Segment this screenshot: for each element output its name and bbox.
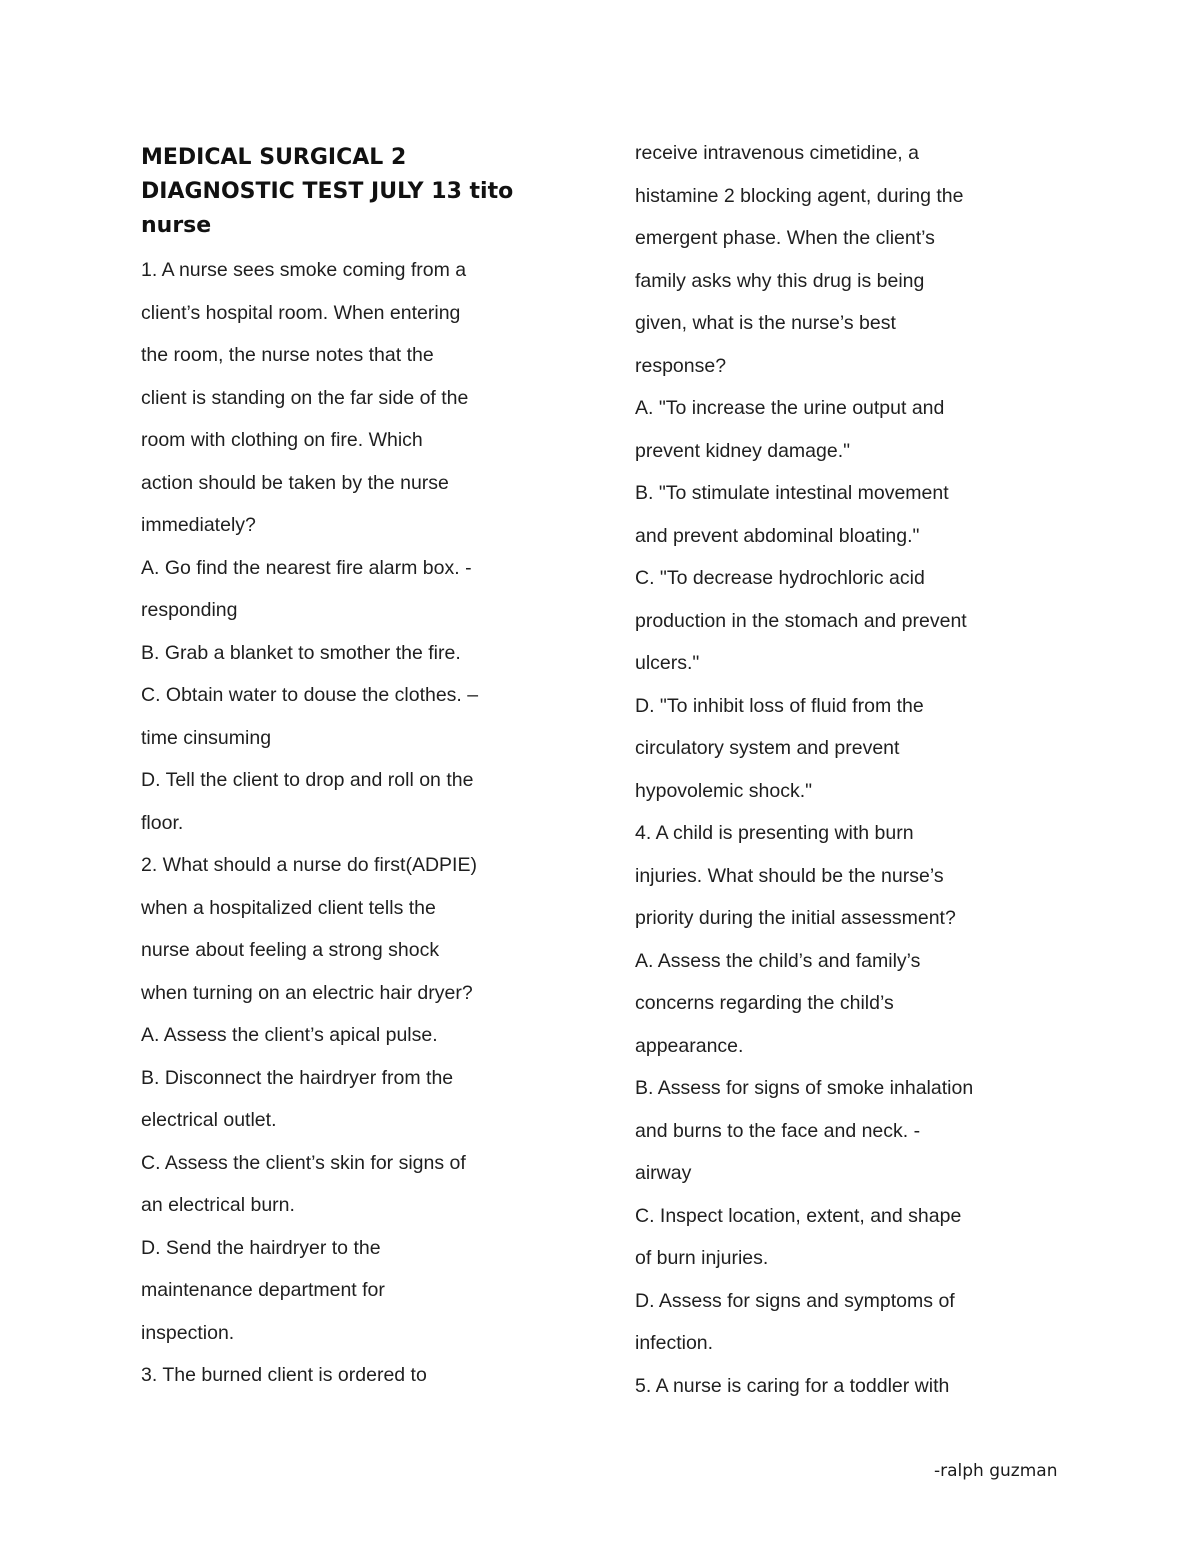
text-line: 2. What should a nurse do first(ADPIE) <box>141 854 477 876</box>
title-line-1: MEDICAL SURGICAL 2 <box>141 145 407 170</box>
text-line: action should be taken by the nurse <box>141 471 449 494</box>
text-line: A. "To increase the urine output and <box>635 397 945 419</box>
text-line: nurse about feeling a strong shock <box>141 939 440 961</box>
text-line: B. Disconnect the hairdryer from the <box>141 1066 454 1089</box>
text-line: response? <box>635 354 727 377</box>
text-line: C. Inspect location, extent, and shape <box>635 1204 962 1227</box>
text-line: inspection. <box>141 1321 235 1344</box>
document-title <box>141 141 561 243</box>
text-line: electrical outlet. <box>141 1109 277 1131</box>
text-line: A. Go find the nearest fire alarm box. - <box>141 556 472 579</box>
text-line: ulcers." <box>635 652 700 674</box>
text-line: the room, the nurse notes that the <box>141 344 434 366</box>
text-line: C. Assess the client’s skin for signs of <box>141 1151 466 1174</box>
text-line: when turning on an electric hair dryer? <box>141 981 473 1004</box>
text-line: prevent kidney damage." <box>635 439 851 462</box>
footer-author: -ralph guzman <box>934 1461 1058 1481</box>
text-line: A. Assess the client’s apical pulse. <box>141 1024 438 1046</box>
text-line: D. Tell the client to drop and roll on the <box>141 769 474 791</box>
text-line: B. "To stimulate intestinal movement <box>635 482 949 504</box>
text-line: immediately? <box>141 514 256 536</box>
text-line: responding <box>141 599 238 621</box>
text-line: floor. <box>141 811 184 834</box>
text-line: circulatory system and prevent <box>635 737 900 759</box>
text-line: given, what is the nurse’s best <box>635 312 896 334</box>
text-line: time cinsuming <box>141 726 272 749</box>
text-line: receive intravenous cimetidine, a <box>635 142 919 164</box>
text-line: airway <box>635 1162 692 1184</box>
text-line: maintenance department for <box>141 1279 385 1301</box>
text-line: D. "To inhibit loss of fluid from the <box>635 694 924 717</box>
text-line: infection. <box>635 1332 714 1354</box>
text-line: 5. A nurse is caring for a toddler with <box>635 1374 950 1397</box>
title-line-2: DIAGNOSTIC TEST JULY 13 tito <box>141 179 514 204</box>
text-line: priority during the initial assessment? <box>635 907 956 929</box>
text-line: B. Assess for signs of smoke inhalation <box>635 1077 974 1099</box>
title-line-3: nurse <box>141 213 212 238</box>
text-line: family asks why this drug is being <box>635 269 925 292</box>
text-line: B. Grab a blanket to smother the fire. <box>141 641 461 664</box>
text-line: an electrical burn. <box>141 1194 295 1216</box>
text-line: D. Send the hairdryer to the <box>141 1236 381 1259</box>
text-line: appearance. <box>635 1034 744 1057</box>
text-line: 4. A child is presenting with burn <box>635 822 914 844</box>
text-line: production in the stomach and prevent <box>635 609 967 632</box>
text-line: A. Assess the child’s and family’s <box>635 949 921 972</box>
text-line: emergent phase. When the client’s <box>635 227 935 249</box>
text-line: of burn injuries. <box>635 1247 769 1269</box>
text-line: client is standing on the far side of the <box>141 386 469 409</box>
text-line: 1. A nurse sees smoke coming from a <box>141 259 467 281</box>
text-line: and prevent abdominal bloating." <box>635 524 920 547</box>
text-line: injuries. What should be the nurse’s <box>635 864 944 887</box>
text-line: C. "To decrease hydrochloric acid <box>635 567 925 589</box>
left-column <box>141 249 561 1397</box>
text-line: client’s hospital room. When entering <box>141 301 461 324</box>
text-line: histamine 2 blocking agent, during the <box>635 184 964 207</box>
text-line: concerns regarding the child’s <box>635 992 894 1014</box>
text-line: C. Obtain water to douse the clothes. – <box>141 684 479 706</box>
text-line: when a hospitalized client tells the <box>141 896 436 919</box>
text-line: D. Assess for signs and symptoms of <box>635 1289 955 1312</box>
text-line: and burns to the face and neck. - <box>635 1119 921 1142</box>
text-line: hypovolemic shock." <box>635 779 813 802</box>
text-line: room with clothing on fire. Which <box>141 429 423 451</box>
right-column <box>635 132 1055 1407</box>
text-line: 3. The burned client is ordered to <box>141 1364 427 1386</box>
